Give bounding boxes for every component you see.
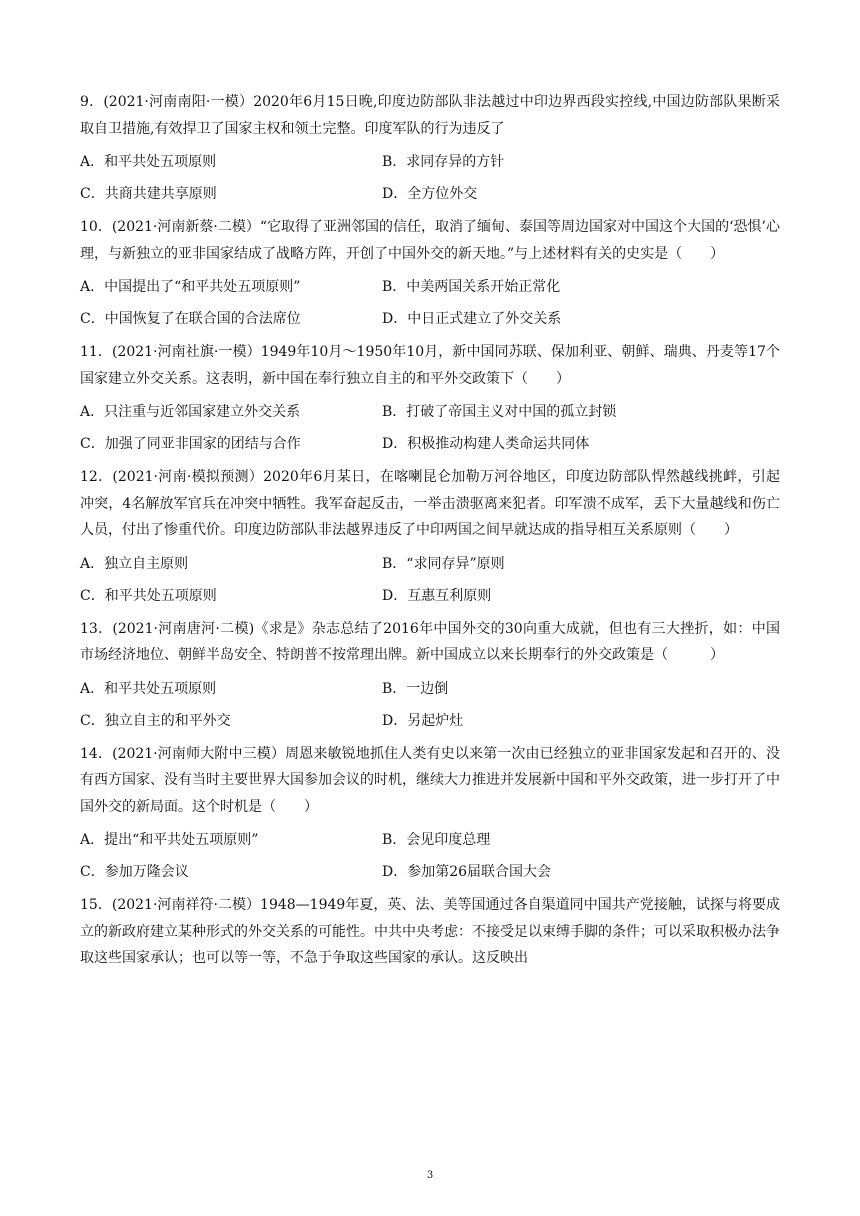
question-options: [80, 271, 780, 335]
question-options: [80, 548, 780, 612]
question-stem: 9．(2021·河南南阳·一模）2020年6月15日晚,印度边防部队非法越过中印边界西段实控线,中国边防部队果断采取自卫措施,有效捍卫了国家主权和领土完整。印度军队的行为违反了: [80, 94, 780, 137]
option-b: B．“求同存异”原则: [382, 555, 505, 572]
question-9: [80, 89, 780, 210]
question-10: [80, 214, 780, 335]
option-d: D．全方位外交: [382, 186, 478, 202]
question-options: [80, 824, 780, 888]
page-number: 3: [426, 1170, 434, 1181]
option-a: A．独立自主原则: [80, 555, 189, 572]
option-d: D．参加第26届联合国大会: [382, 864, 552, 880]
question-list: [80, 89, 780, 975]
option-c: C．中国恢复了在联合国的合法席位: [80, 311, 301, 327]
question-stem: 13．(2021·河南唐河·二模)《求是》杂志总结了2016年中国外交的30向重大成就，但也有三大挫折，如：中国市场经济地位、朝鲜半岛安全、特朗普不按常理出牌。新中国成立以来长期奉行的外交政策是（ ）: [80, 620, 780, 663]
option-c: C．加强了同亚非国家的团结与合作: [80, 436, 301, 452]
option-b: B．会见印度总理: [382, 832, 491, 848]
question-13: [80, 616, 780, 737]
question-stem: 10．(2021·河南新蔡·二模）“它取得了亚洲邻国的信任，取消了缅甸、泰国等周边国家对中国这个大国的‘恐惧’心理，与新独立的亚非国家结成了战略方阵，开创了中国外交的新天地。”与上述材料有关的史实是（ ）: [80, 219, 780, 262]
option-a: A．提出“和平共处五项原则”: [80, 832, 259, 848]
option-b: B．中美两国关系开始正常化: [382, 279, 561, 295]
question-12: [80, 464, 780, 612]
question-stem: 14．(2021·河南师大附中三模）周恩来敏锐地抓住人类有史以来第一次由已经独立的亚非国家发起和召开的、没有西方国家、没有当时主要世界大国参加会议的时机，继续大力推进并发展新中国和平外交政策，进一步打开了中国外交的新局面。这个时机是（ ）: [80, 745, 780, 815]
option-c: C．独立自主的和平外交: [80, 712, 231, 729]
question-stem: 12．(2021·河南·模拟预测）2020年6月某日，在喀喇昆仑加勒万河谷地区，印度边防部队悍然越线挑衅，引起冲突，4名解放军官兵在冲突中牺牲。我军奋起反击，一举击溃驱离来犯者。印军溃不成军，丢下大量越线和伤亡人员，付出了惨重代价。印度边防部队非法越界违反了中印两国之间早就达成的指导相互关系原则（ ）: [80, 469, 780, 538]
option-a: A．只注重与近邻国家建立外交关系: [80, 404, 301, 420]
question-14: [80, 741, 780, 889]
question-options: [80, 146, 780, 210]
option-a: A．和平共处五项原则: [80, 680, 217, 697]
option-c: C．参加万隆会议: [80, 864, 189, 880]
option-a: A．和平共处五项原则: [80, 154, 217, 170]
question-stem: 15．(2021·河南祥符·二模）1948—1949年夏，英、法、美等国通过各自渠道同中国共产党接触，试探与将要成立的新政府建立某种形式的外交关系的可能性。中共中央考虑：不接受足以束缚手脚的条件；可以采取积极办法争取这些国家承认；也可以等一等，不急于争取这些国家的承认。这反映出: [80, 897, 780, 966]
question-15: [80, 892, 780, 972]
question-11: [80, 339, 780, 460]
option-c: C．共商共建共享原则: [80, 186, 217, 202]
option-a: A．中国提出了“和平共处五项原则”: [80, 279, 301, 295]
question-stem: 11．(2021·河南社旗·一模）1949年10月～1950年10月，新中国同苏联、保加利亚、朝鲜、瑞典、丹麦等17个国家建立外交关系。这表明，新中国在奉行独立自主的和平外交政策下（ ）: [80, 344, 780, 387]
option-b: B．求同存异的方针: [382, 154, 505, 170]
option-d: D．另起炉灶: [382, 712, 464, 729]
option-c: C．和平共处五项原则: [80, 587, 217, 604]
option-b: B．一边倒: [382, 680, 449, 697]
option-d: D．积极推动构建人类命运共同体: [382, 436, 590, 452]
question-options: [80, 673, 780, 737]
question-options: [80, 396, 780, 460]
option-d: D．中日正式建立了外交关系: [382, 311, 562, 327]
option-b: B．打破了帝国主义对中国的孤立封锁: [382, 404, 617, 420]
option-d: D．互惠互利原则: [382, 587, 492, 604]
